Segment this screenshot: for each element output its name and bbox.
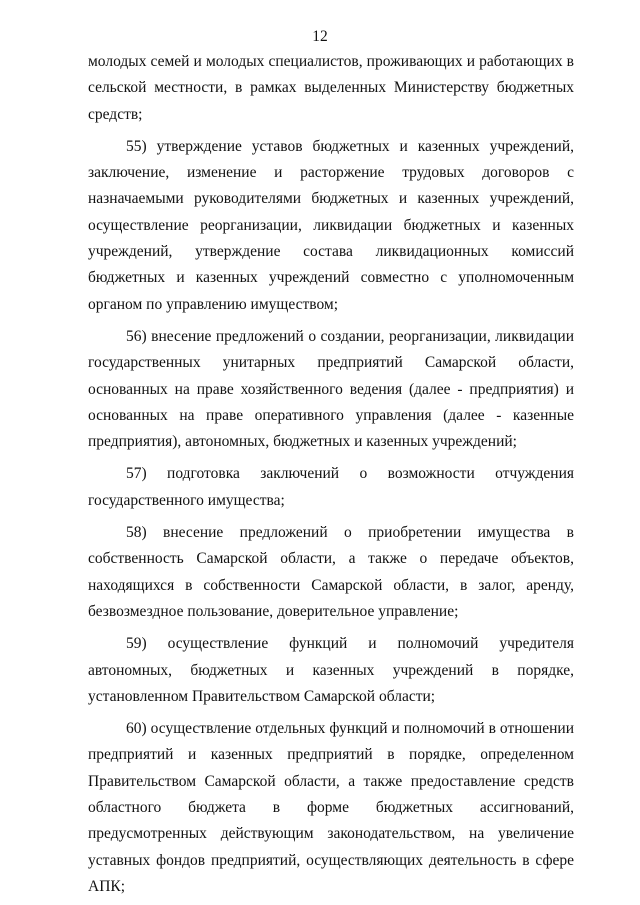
paragraph-item-58: 58) внесение предложений о приобретении имущества в собственность Самарской области, а также о передаче объектов, находящихся в собственности Самарской области, в залог, аренду, безвозмездное пользование, доверительное управление;	[88, 524, 574, 620]
document-body	[88, 49, 574, 900]
paragraph-item-56: 56) внесение предложений о создании, реорганизации, ликвидации государственных унитарных предприятий Самарской области, основанных на праве хозяйственного ведения (далее - предприятия) и основанных на праве оперативного управления (далее - казенные предприятия), автономных, бюджетных и казенных учреждений;	[88, 327, 574, 451]
paragraph-item-60: 60) осуществление отдельных функций и полномочий в отношении предприятий и казенных предприятий в порядке, определенном Правительством Самарской области, а также предоставление средств областного бюджета в форме бюджетных ассигнований, предусмотренных действующим законодательством, на увеличение уставных фондов предприятий, осуществляющих деятельность в сфере АПК;	[88, 720, 574, 895]
paragraph-item-55: 55) утверждение уставов бюджетных и казенных учреждений, заключение, изменение и расторжение трудовых договоров с назначаемыми руководителями бюджетных и казенных учреждений, осуществление реорганизации, ликвидации бюджетных и казенных учреждений, утверждение состава ликвидационных комиссий бюджетных и казенных учреждений совместно с уполномоченным органом по управлению имуществом;	[88, 137, 574, 313]
page-number: 12	[312, 28, 328, 45]
paragraph-item-57: 57) подготовка заключений о возможности отчуждения государственного имущества;	[88, 465, 574, 509]
paragraph-continuation: молодых семей и молодых специалистов, проживающих и работающих в сельской местности, в рамках выделенных Министерству бюджетных средств;	[88, 53, 574, 123]
paragraph-item-59: 59) осуществление функций и полномочий учредителя автономных, бюджетных и казенных учреждений в порядке, установленном Правительством Самарской области;	[88, 635, 574, 705]
